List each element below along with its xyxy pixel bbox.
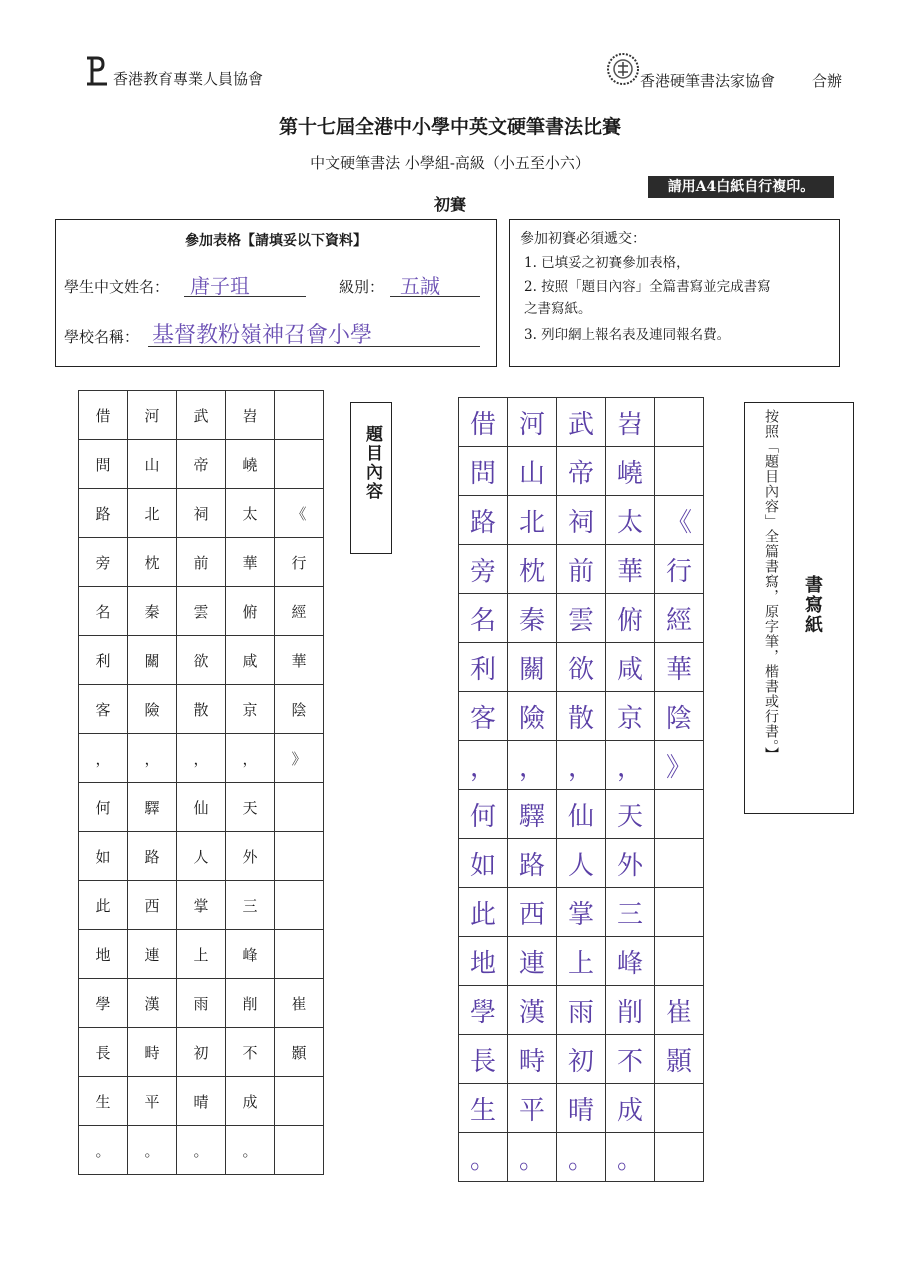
topic-grid-row [79, 1077, 324, 1126]
writing-grid-cell: ， [508, 741, 557, 790]
topic-grid-cell: 名 [79, 587, 128, 636]
topic-grid-cell: 成 [226, 1077, 275, 1126]
writing-grid-cell: 外 [606, 839, 655, 888]
topic-grid-cell: 削 [226, 979, 275, 1028]
requirements-box [509, 219, 840, 367]
topic-grid-cell: 。 [177, 1126, 226, 1175]
writing-grid-row [459, 1133, 704, 1182]
topic-grid-cell [275, 881, 324, 930]
writing-grid-cell: 路 [459, 496, 508, 545]
writing-grid-row [459, 937, 704, 986]
topic-grid-cell: 客 [79, 685, 128, 734]
topic-grid-cell: 旁 [79, 538, 128, 587]
topic-grid-cell: 路 [79, 489, 128, 538]
name-field[interactable]: 唐子珇 [190, 274, 250, 298]
topic-grid-cell: 行 [275, 538, 324, 587]
writing-grid-cell: 行 [655, 545, 704, 594]
topic-grid-cell: 仙 [177, 783, 226, 832]
topic-grid-cell: 長 [79, 1028, 128, 1077]
writing-grid-cell: ， [606, 741, 655, 790]
topic-grid-cell [275, 440, 324, 489]
topic-grid-cell: 平 [128, 1077, 177, 1126]
joint-label: 合辦 [812, 72, 843, 90]
writing-grid-cell: 秦 [508, 594, 557, 643]
topic-grid-cell: 崔 [275, 979, 324, 1028]
topic-grid-cell: 初 [177, 1028, 226, 1077]
topic-grid-cell: 漢 [128, 979, 177, 1028]
writing-grid-cell: 散 [557, 692, 606, 741]
writing-grid-cell [655, 447, 704, 496]
writing-grid-cell: 晴 [557, 1084, 606, 1133]
writing-grid-cell: 利 [459, 643, 508, 692]
writing-grid-cell: 前 [557, 545, 606, 594]
topic-grid-cell: 外 [226, 832, 275, 881]
topic-grid-cell: 華 [275, 636, 324, 685]
topic-grid-cell: 此 [79, 881, 128, 930]
topic-grid-row [79, 636, 324, 685]
requirement-item: 3. 列印網上報名表及連同報名費。 [524, 327, 731, 343]
topic-grid-row [79, 391, 324, 440]
requirements-heading: 參加初賽必須遞交： [520, 231, 646, 247]
topic-grid-cell: 險 [128, 685, 177, 734]
writing-grid-cell: 問 [459, 447, 508, 496]
writing-grid-cell: 華 [606, 545, 655, 594]
topic-grid-cell: 地 [79, 930, 128, 979]
writing-grid-row [459, 986, 704, 1035]
writing-grid-cell: 平 [508, 1084, 557, 1133]
topic-grid-row [79, 734, 324, 783]
topic-grid-cell: 》 [275, 734, 324, 783]
class-field[interactable]: 五誠 [400, 274, 440, 298]
topic-grid-row [79, 930, 324, 979]
writing-grid-cell: 如 [459, 839, 508, 888]
hkpta-logo-icon [83, 54, 109, 88]
writing-grid-cell: 三 [606, 888, 655, 937]
topic-grid-cell: 北 [128, 489, 177, 538]
topic-grid-row [79, 881, 324, 930]
topic-grid-cell: 上 [177, 930, 226, 979]
writing-grid-cell [655, 1084, 704, 1133]
topic-grid-row [79, 783, 324, 832]
topic-grid-cell: 利 [79, 636, 128, 685]
writing-grid-cell: 顥 [655, 1035, 704, 1084]
writing-grid-cell [655, 398, 704, 447]
writing-grid-cell: 學 [459, 986, 508, 1035]
writing-grid-cell: 客 [459, 692, 508, 741]
topic-grid-cell: 前 [177, 538, 226, 587]
topic-grid-cell: 如 [79, 832, 128, 881]
writing-grid-cell: 畤 [508, 1035, 557, 1084]
topic-grid-cell: 天 [226, 783, 275, 832]
writing-grid-cell: 人 [557, 839, 606, 888]
topic-grid-cell: ， [177, 734, 226, 783]
topic-grid-cell: 。 [226, 1126, 275, 1175]
writing-grid-cell: 地 [459, 937, 508, 986]
school-label: 學校名稱： [64, 328, 140, 346]
writing-grid-cell: 河 [508, 398, 557, 447]
topic-grid-cell: 欲 [177, 636, 226, 685]
topic-grid-cell: 問 [79, 440, 128, 489]
topic-grid-cell: 關 [128, 636, 177, 685]
writing-grid-cell: 削 [606, 986, 655, 1035]
topic-grid-cell [275, 832, 324, 881]
topic-grid [78, 390, 324, 1175]
writing-grid-cell: 長 [459, 1035, 508, 1084]
writing-grid-row [459, 496, 704, 545]
topic-grid-cell: 咸 [226, 636, 275, 685]
writing-grid-row [459, 888, 704, 937]
writing-grid-cell: 咸 [606, 643, 655, 692]
topic-grid-cell: 帝 [177, 440, 226, 489]
requirement-item: 之書寫紙。 [524, 301, 592, 317]
topic-grid-cell [275, 930, 324, 979]
org-left: 香港教育專業人員協會 [113, 70, 264, 88]
writing-grid-cell: 成 [606, 1084, 655, 1133]
writing-grid-cell: 北 [508, 496, 557, 545]
writing-grid-row [459, 790, 704, 839]
topic-grid-cell: 雨 [177, 979, 226, 1028]
topic-grid-cell: ， [226, 734, 275, 783]
writing-grid-cell: 武 [557, 398, 606, 447]
topic-grid-cell: 河 [128, 391, 177, 440]
writing-grid-cell: 上 [557, 937, 606, 986]
writing-grid-cell [655, 1133, 704, 1182]
category-subtitle: 中文硬筆書法 小學組-高級（小五至小六） [310, 154, 590, 172]
writing-grid-cell: 仙 [557, 790, 606, 839]
topic-grid-row [79, 489, 324, 538]
topic-grid-row [79, 1126, 324, 1175]
topic-grid-cell: 不 [226, 1028, 275, 1077]
writing-grid-cell: 路 [508, 839, 557, 888]
writing-grid-cell: 。 [508, 1133, 557, 1182]
topic-grid-cell: 枕 [128, 538, 177, 587]
topic-grid-cell: 武 [177, 391, 226, 440]
writing-grid-cell: 經 [655, 594, 704, 643]
writing-grid-cell: 枕 [508, 545, 557, 594]
writing-grid-cell: 嶢 [606, 447, 655, 496]
writing-grid-row [459, 545, 704, 594]
topic-grid-cell: 陰 [275, 685, 324, 734]
writing-grid-cell: 名 [459, 594, 508, 643]
writing-grid-cell: 驛 [508, 790, 557, 839]
round-label: 初賽 [433, 195, 466, 214]
writing-grid-cell: 陰 [655, 692, 704, 741]
writing-grid-cell: 。 [606, 1133, 655, 1182]
writing-grid-cell [655, 888, 704, 937]
writing-grid-cell [655, 790, 704, 839]
writing-grid-cell: 關 [508, 643, 557, 692]
writing-grid-row [459, 692, 704, 741]
topic-grid-cell: 驛 [128, 783, 177, 832]
writing-grid-row [459, 398, 704, 447]
writing-grid-cell: ， [557, 741, 606, 790]
writing-grid-cell: 崔 [655, 986, 704, 1035]
writing-grid-cell [655, 839, 704, 888]
topic-grid-cell: 《 [275, 489, 324, 538]
writing-grid-cell: 掌 [557, 888, 606, 937]
topic-grid-row [79, 832, 324, 881]
writing-grid-row [459, 643, 704, 692]
topic-grid-cell: 京 [226, 685, 275, 734]
competition-title: 第十七屆全港中小學中英文硬筆書法比賽 [278, 116, 621, 138]
writing-grid-cell: 不 [606, 1035, 655, 1084]
topic-grid-cell: 晴 [177, 1077, 226, 1126]
topic-grid-row [79, 685, 324, 734]
requirement-item: 1. 已填妥之初賽參加表格， [524, 255, 690, 271]
topic-label: 題目內容 [362, 425, 382, 501]
seal-icon [606, 52, 640, 86]
writing-grid-cell: 雲 [557, 594, 606, 643]
writing-grid-cell: 天 [606, 790, 655, 839]
topic-grid-cell: 。 [128, 1126, 177, 1175]
writing-grid-cell: 連 [508, 937, 557, 986]
topic-label-box [350, 402, 392, 554]
entry-form [55, 219, 497, 367]
topic-grid-cell: 生 [79, 1077, 128, 1126]
topic-grid-cell: 散 [177, 685, 226, 734]
topic-grid-cell: 學 [79, 979, 128, 1028]
topic-grid-cell: 太 [226, 489, 275, 538]
writing-paper-title: 書寫紙 [802, 575, 823, 635]
writing-grid-cell: 初 [557, 1035, 606, 1084]
topic-grid-cell: 峰 [226, 930, 275, 979]
topic-grid-cell: 岧 [226, 391, 275, 440]
topic-grid-cell [275, 1126, 324, 1175]
topic-grid-row [79, 587, 324, 636]
school-field[interactable]: 基督教粉嶺神召會小學 [152, 323, 373, 348]
topic-grid-cell: 經 [275, 587, 324, 636]
topic-grid-cell: 掌 [177, 881, 226, 930]
writing-grid-row [459, 594, 704, 643]
topic-grid-cell: 顥 [275, 1028, 324, 1077]
writing-grid-row [459, 839, 704, 888]
writing-grid-cell: 旁 [459, 545, 508, 594]
topic-grid-row [79, 1028, 324, 1077]
topic-grid-cell: 何 [79, 783, 128, 832]
topic-grid-cell: 。 [79, 1126, 128, 1175]
topic-grid-cell [275, 1077, 324, 1126]
writing-grid-cell: 。 [557, 1133, 606, 1182]
writing-grid-cell: 太 [606, 496, 655, 545]
writing-paper-box [744, 402, 854, 814]
topic-grid-cell: 秦 [128, 587, 177, 636]
writing-grid-cell: 峰 [606, 937, 655, 986]
writing-grid-cell [655, 937, 704, 986]
topic-grid-cell [275, 391, 324, 440]
topic-grid-row [79, 538, 324, 587]
form-heading: 參加表格【請填妥以下資料】 [185, 233, 367, 249]
topic-grid-cell: 華 [226, 538, 275, 587]
topic-grid-cell: 祠 [177, 489, 226, 538]
writing-grid-cell: 欲 [557, 643, 606, 692]
writing-grid-cell: 雨 [557, 986, 606, 1035]
writing-grid-cell: 》 [655, 741, 704, 790]
writing-paper-note: 按照「題目內容」全篇書寫，原字筆，楷書或行書。】 [763, 409, 779, 762]
class-label: 級別： [339, 278, 385, 296]
writing-grid-cell: 借 [459, 398, 508, 447]
topic-grid-cell: 俯 [226, 587, 275, 636]
writing-grid-cell: 此 [459, 888, 508, 937]
writing-grid [458, 397, 704, 1182]
writing-grid-cell: 帝 [557, 447, 606, 496]
writing-grid-cell: 華 [655, 643, 704, 692]
print-note-badge: 請用A4白紙自行複印。 [648, 176, 834, 198]
topic-grid-row [79, 979, 324, 1028]
topic-grid-cell: 西 [128, 881, 177, 930]
topic-grid-cell: 畤 [128, 1028, 177, 1077]
topic-grid-cell: 山 [128, 440, 177, 489]
topic-grid-cell: 嶢 [226, 440, 275, 489]
writing-grid-cell: ， [459, 741, 508, 790]
writing-grid-cell: 俯 [606, 594, 655, 643]
topic-grid-row [79, 440, 324, 489]
writing-grid-cell: 。 [459, 1133, 508, 1182]
topic-grid-cell: 雲 [177, 587, 226, 636]
writing-grid-cell: 京 [606, 692, 655, 741]
writing-grid-cell: 何 [459, 790, 508, 839]
writing-grid-cell: 西 [508, 888, 557, 937]
writing-grid-cell: 險 [508, 692, 557, 741]
writing-grid-row [459, 447, 704, 496]
requirement-item: 2. 按照「題目內容」全篇書寫並完成書寫 [524, 279, 771, 295]
topic-grid-cell: 借 [79, 391, 128, 440]
topic-grid-cell: 路 [128, 832, 177, 881]
topic-grid-cell: ， [79, 734, 128, 783]
writing-grid-cell: 山 [508, 447, 557, 496]
writing-grid-row [459, 1035, 704, 1084]
topic-grid-cell: 連 [128, 930, 177, 979]
org-right: 香港硬筆書法家協會 [640, 72, 776, 90]
writing-grid-cell: 漢 [508, 986, 557, 1035]
topic-grid-cell: 三 [226, 881, 275, 930]
writing-grid-cell: 生 [459, 1084, 508, 1133]
name-label: 學生中文姓名： [64, 278, 170, 296]
writing-grid-row [459, 1084, 704, 1133]
writing-grid-cell: 祠 [557, 496, 606, 545]
topic-grid-cell: 人 [177, 832, 226, 881]
topic-grid-cell: ， [128, 734, 177, 783]
writing-grid-cell: 岧 [606, 398, 655, 447]
writing-grid-cell: 《 [655, 496, 704, 545]
writing-grid-row [459, 741, 704, 790]
topic-grid-cell [275, 783, 324, 832]
